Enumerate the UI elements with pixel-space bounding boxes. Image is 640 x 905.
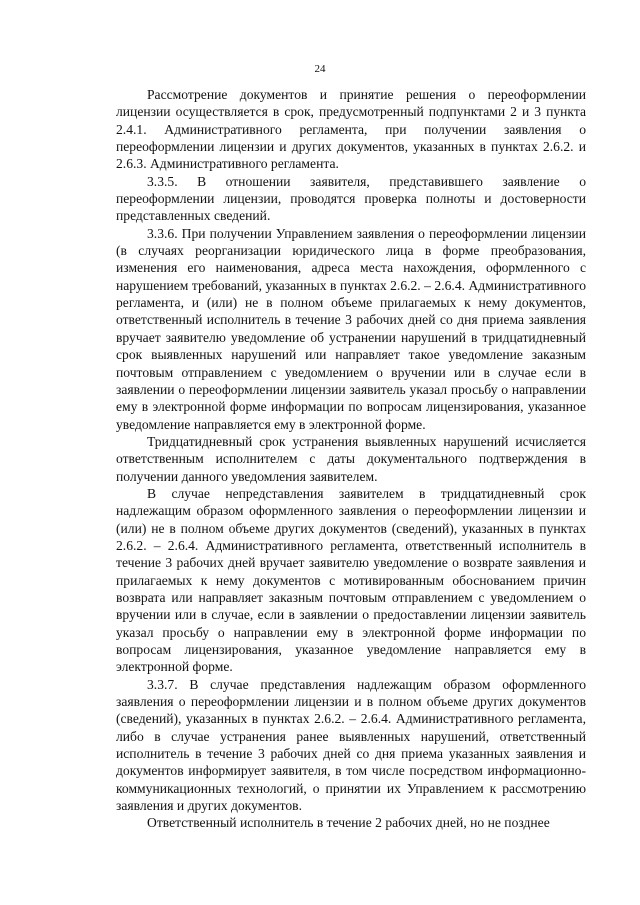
paragraph-3-3-7: 3.3.7. В случае представления надлежащим образом оформленного заявления о переоформлении лицензии и в полном объеме других документов (сведений), указанных в пунктах 2.6.2. – 2.6.4. Административного регламента, либо в случае устранения ранее выявленных нарушений, ответственный исполнитель в течение 3 рабочих дней со дня приема указанных заявления и документов информирует заявителя, в том числе посредством информационно-коммуникационных технологий, о принятии их Управлением к рассмотрению заявления и других документов. — [116, 676, 586, 814]
paragraph-non-submission: В случае непредставления заявителем в тридцатидневный срок надлежащим образом оформленного заявления о переоформлении лицензии и (или) не в полном объеме других документов (сведений), указанных в пунктах 2.6.2. – 2.6.4. Административного регламента, ответственный исполнитель в течение 3 рабочих дней вручает заявителю уведомление о возврате заявления и прилагаемых к нему документов с мотивированным обоснованием причин возврата или направляет заказным почтовым отправлением с уведомлением о вручении или в случае, если в заявлении о предоставлении лицензии заявитель указал просьбу о направлении ему в электронной форме информации по вопросам лицензирования, указанное уведомление направляется ему в электронной форме. — [116, 485, 586, 675]
page-number: 24 — [314, 63, 326, 75]
paragraph-thirty-day-term: Тридцатидневный срок устранения выявленных нарушений исчисляется ответственным исполнителем с даты документального подтверждения в получении данного уведомления заявителем. — [116, 433, 586, 484]
paragraph-responsible-executor: Ответственный исполнитель в течение 2 рабочих дней, но не позднее — [147, 815, 550, 831]
body-text — [116, 86, 586, 832]
paragraph-3-3-5: 3.3.5. В отношении заявителя, представившего заявление о переоформлении лицензии, проводятся проверка полноты и достоверности представленных сведений. — [116, 173, 586, 224]
paragraph-review-terms: Рассмотрение документов и принятие решения о переоформлении лицензии осуществляется в срок, предусмотренный подпунктами 2 и 3 пункта 2.4.1. Административного регламента, при получении заявления о переоформлении лицензии и других документов, указанных в пунктах 2.6.2. и 2.6.3. Административного регламента. — [116, 87, 586, 172]
paragraph-3-3-6: 3.3.6. При получении Управлением заявления о переоформлении лицензии (в случаях реорганизации юридического лица в форме преобразования, изменения его наименования, адреса места нахождения, оформленного с нарушением требований, указанных в пунктах 2.6.2. – 2.6.4. Административного регламента, и (или) не в полном объеме прилагаемых к нему документов, ответственный исполнитель в течение 3 рабочих дней со дня приема заявления вручает заявителю уведомление об устранении нарушений в тридцатидневный срок выявленных нарушений или направляет такое уведомление заказным почтовым отправлением с уведомлением о вручении или в случае если в заявлении о переоформлении лицензии заявитель указал просьбу о направлении ему в электронной форме информации по вопросам лицензирования, указанное уведомление направляется ему в электронной форме. — [116, 225, 586, 432]
